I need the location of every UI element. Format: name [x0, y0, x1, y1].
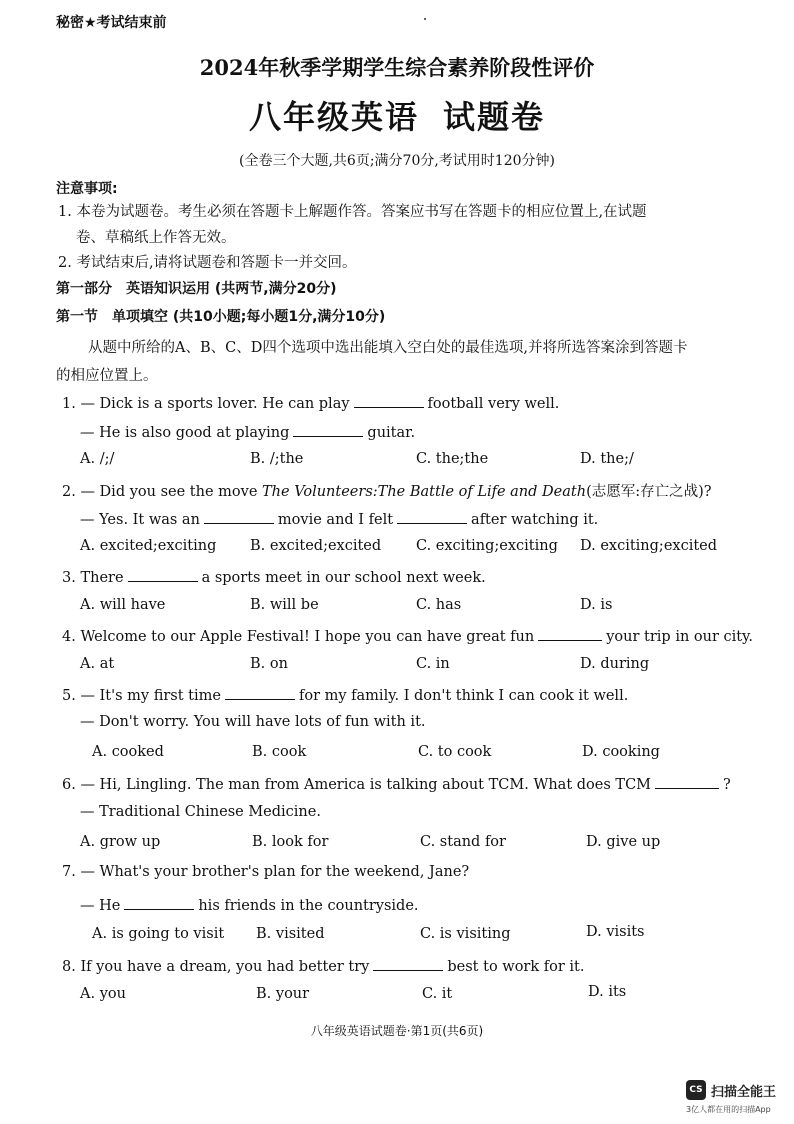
answer-blank [373, 956, 443, 971]
question-3-option-c: C. has [416, 597, 462, 613]
question-6-line-2: — Traditional Chinese Medicine. [80, 804, 321, 820]
scanner-watermark [686, 1080, 776, 1100]
question-7-option-d: D. visits [586, 924, 645, 940]
question-4-option-c: C. in [416, 656, 450, 672]
question-4-option-a: A. at [80, 656, 115, 672]
answer-blank [655, 774, 719, 789]
part-heading: 第一部分 英语知识运用 (共两节,满分20分) [56, 281, 337, 297]
exam-subject-title [0, 92, 794, 138]
answer-blank [538, 626, 602, 641]
notes-heading: 注意事项: [56, 181, 118, 197]
watermark-tagline: 3亿人都在用的扫描App [686, 1105, 771, 1114]
page-footer: 八年级英语试题卷·第1页(共6页) [310, 1024, 484, 1038]
section-heading: 第一节 单项填空 (共10小题;每小题1分,满分10分) [56, 309, 386, 325]
question-2-line-1: 2. — Did you see the move The Volunteers:The Battle of Life and Death(志愿军:存亡之战)? [62, 484, 712, 500]
question-7-option-c: C. is visiting [420, 926, 511, 942]
answer-blank [124, 895, 194, 910]
instruction-a: 从题中所给的A、B、C、D四个选项中选出能填入空白处的最佳选项,并将所选答案涂到答题卡 [88, 340, 688, 356]
answer-blank [293, 422, 363, 437]
question-6-option-a: A. grow up [80, 834, 161, 850]
question-6-option-b: B. look for [252, 834, 329, 850]
question-4-line-1: 4. Welcome to our Apple Festival! I hope you can have great fun your trip in our city. [62, 626, 753, 645]
question-1-option-c: C. the;the [416, 451, 489, 467]
question-5-option-a: A. cooked [92, 744, 164, 760]
confidential-mark: 秘密★考试结束前 [56, 15, 167, 31]
question-5-line-2: — Don't worry. You will have lots of fun with it. [80, 714, 426, 730]
question-7-option-a: A. is going to visit [92, 926, 225, 942]
question-5-line-1: 5. — It's my first time for my family. I don't think I can cook it well. [62, 685, 628, 704]
question-4-option-d: D. during [580, 656, 650, 672]
movie-title: The Volunteers:The Battle of Life and Death [262, 484, 587, 500]
question-2-option-a: A. excited;exciting [80, 538, 217, 554]
question-2-line-2: — Yes. It was an movie and I felt after watching it. [80, 509, 598, 528]
answer-blank [128, 567, 198, 582]
instruction-b: 的相应位置上。 [56, 368, 158, 384]
question-5-option-b: B. cook [252, 744, 307, 760]
question-2-option-c: C. exciting;exciting [416, 538, 558, 554]
question-8-line-1: 8. If you have a dream, you had better try best to work for it. [62, 956, 584, 975]
scan-speck [424, 18, 426, 20]
question-7-option-b: B. visited [256, 926, 325, 942]
question-1-option-a: A. /;/ [80, 451, 115, 467]
subject-label: 八年级英语 [248, 98, 419, 136]
question-6-option-c: C. stand for [420, 834, 506, 850]
question-8-option-c: C. it [422, 986, 453, 1002]
question-3-option-d: D. is [580, 597, 613, 613]
question-6-line-1: 6. — Hi, Lingling. The man from America is talking about TCM. What does TCM ? [62, 774, 731, 793]
answer-blank [204, 509, 274, 524]
exam-title: 2024年秋季学期学生综合素养阶段性评价 [199, 55, 595, 80]
question-8-option-d: D. its [588, 984, 627, 1000]
answer-blank [354, 393, 424, 408]
question-7-line-2: — He his friends in the countryside. [80, 895, 419, 914]
question-2-option-d: D. exciting;excited [580, 538, 718, 554]
question-2-option-b: B. excited;excited [250, 538, 382, 554]
question-3-option-a: A. will have [80, 597, 166, 613]
answer-blank [397, 509, 467, 524]
note-1a: 1. 本卷为试题卷。考生必须在答题卡上解题作答。答案应书写在答题卡的相应位置上,在试题 [58, 204, 647, 220]
question-5-option-c: C. to cook [418, 744, 492, 760]
paper-type-label: 试题卷 [443, 98, 546, 136]
watermark-name: 扫描全能王 [711, 1084, 777, 1100]
question-3-option-b: B. will be [250, 597, 319, 613]
question-6-option-d: D. give up [586, 834, 661, 850]
note-1b: 卷、草稿纸上作答无效。 [76, 230, 236, 246]
question-1-line-2: — He is also good at playing guitar. [80, 422, 415, 441]
question-7-line-1: 7. — What's your brother's plan for the weekend, Jane? [62, 864, 470, 880]
answer-blank [225, 685, 295, 700]
question-4-option-b: B. on [250, 656, 288, 672]
question-8-option-b: B. your [256, 986, 310, 1002]
note-2: 2. 考试结束后,请将试题卷和答题卡一并交回。 [58, 255, 357, 271]
exam-meta: (全卷三个大题,共6页;满分70分,考试用时120分钟) [239, 153, 555, 169]
question-1-option-d: D. the;/ [580, 451, 634, 467]
question-8-option-a: A. you [80, 986, 126, 1002]
camscanner-icon: CS [686, 1080, 706, 1100]
question-5-option-d: D. cooking [582, 744, 660, 760]
question-1-option-b: B. /;the [250, 451, 304, 467]
question-1-line-1: 1. — Dick is a sports lover. He can play football very well. [62, 393, 559, 412]
question-3-line-1: 3. There a sports meet in our school next week. [62, 567, 486, 586]
